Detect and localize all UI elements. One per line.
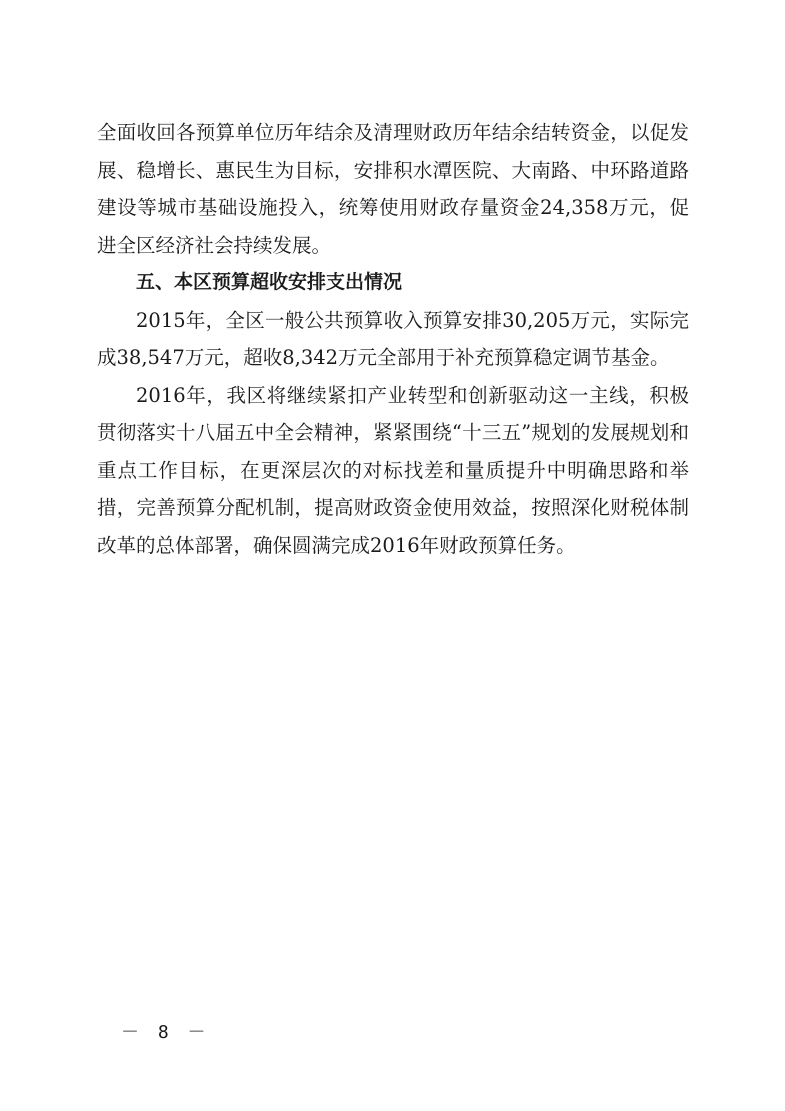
page-number: － 8 －	[121, 1022, 210, 1043]
paragraph-plan-2016: 2016年，我区将继续紧扣产业转型和创新驱动这一主线，积极贯彻落实十八届五中全会精神，紧紧围绕“十三五”规划的发展规划和重点工作目标，在更深层次的对标找差和量质提升中明确思路和举措，完善预算分配机制，提高财政资金使用效益，按照深化财税体制改革的总体部署，确保圆满完成2016年财政预算任务。	[97, 383, 689, 557]
paragraph-stock-funds: 全面收回各预算单位历年结余及清理财政历年结余结转资金，以促发展、稳增长、惠民生为目标，安排积水潭医院、大南路、中环路道路建设等城市基础设施投入，统筹使用财政存量资金24,358万元，促进全区经济社会持续发展。	[97, 121, 689, 257]
document-body	[97, 114, 689, 564]
section-heading-over-revenue: 五、本区预算超收安排支出情况	[136, 271, 403, 293]
paragraph-revenue-2015: 2015年，全区一般公共预算收入预算安排30,205万元，实际完成38,547万元，超收8,342万元全部用于补充预算稳定调节基金。	[97, 308, 689, 369]
